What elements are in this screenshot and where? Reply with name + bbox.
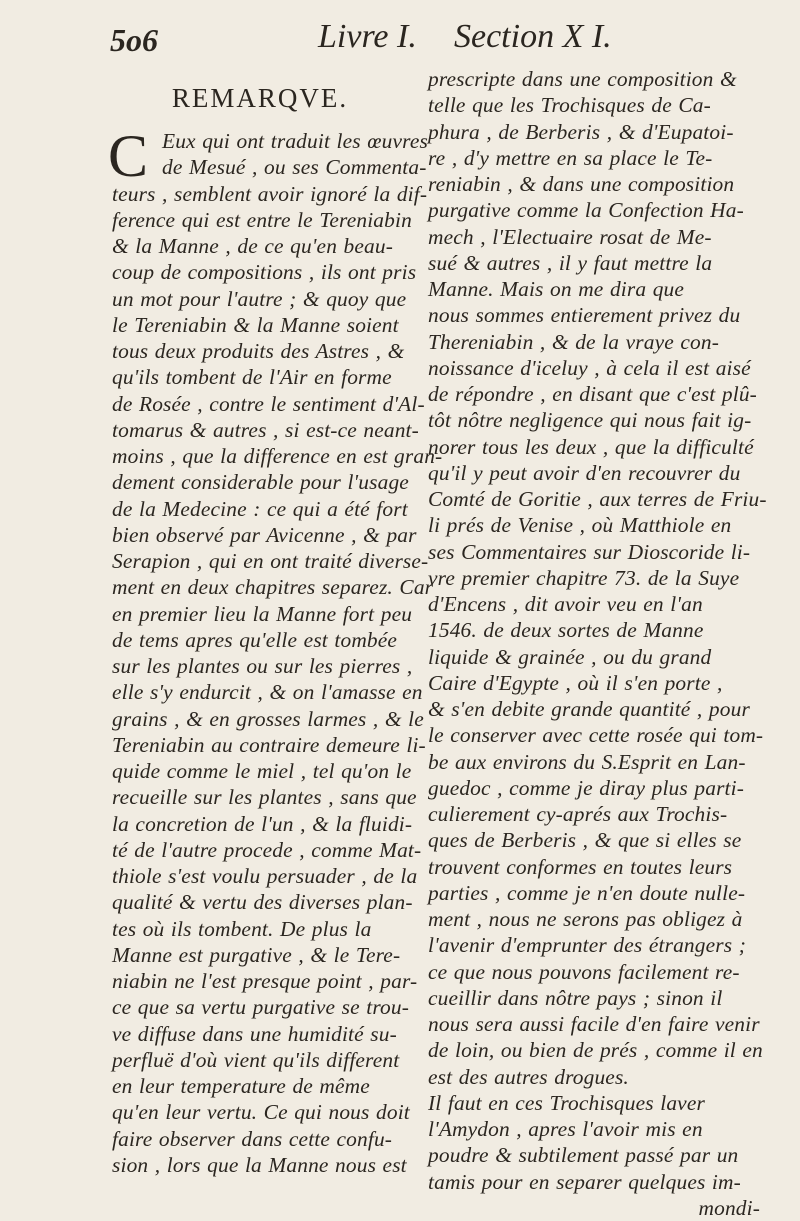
text-line: un mot pour l'autre ; & quoy que: [112, 286, 407, 311]
text-line: de la Medecine : ce qui a été fort: [112, 496, 408, 521]
text-line: Manne est purgative , & le Tere-: [112, 942, 401, 967]
text-line: liquide & grainée , ou du grand: [428, 644, 712, 669]
text-line: l'avenir d'emprunter des étrangers ;: [428, 933, 746, 958]
text-line: niabin ne l'est presque point , par-: [112, 969, 418, 993]
text-line: elle s'y endurcit , & on l'amasse en: [112, 680, 423, 705]
text-line: le Tereniabin & la Manne soient: [112, 312, 399, 337]
text-line: 1546. de deux sortes de Manne: [428, 618, 704, 643]
text-line: la concretion de l'un , & la fluidi-: [112, 811, 413, 836]
text-line: & s'en debite grande quantité , pour: [428, 697, 750, 721]
text-line: ference qui est entre le Tereniabin: [112, 207, 412, 232]
text-line: dement considerable pour l'usage: [112, 470, 409, 495]
text-line: faire observer dans cette confu-: [112, 1126, 393, 1151]
text-line: ce que sa vertu purgative se trou-: [112, 995, 410, 1020]
text-line: ve diffuse dans une humidité su-: [112, 1021, 397, 1046]
text-line: qualité & vertu des diverses plan-: [112, 890, 413, 915]
text-line: purgative comme la Confection Ha-: [428, 198, 744, 223]
text-line: norer tous les deux , que la difficulté: [428, 434, 754, 459]
page-number: 5o6: [110, 22, 158, 58]
left-column-text: [112, 128, 443, 1178]
text-line: thiole s'est voulu persuader , de la: [112, 864, 418, 888]
text-line: cueillir dans nôtre pays ; sinon il: [428, 985, 723, 1010]
text-line: ques de Berberis , & que si elles se: [428, 828, 742, 853]
text-line: tamis pour en separer quelques im-: [428, 1169, 741, 1194]
text-line: guedoc , comme je diray plus parti-: [428, 775, 745, 800]
text-line: coup de compositions , ils ont pris: [112, 260, 417, 285]
running-head-book: Livre I.: [318, 18, 417, 55]
text-line: bien observé par Avicenne , & par: [112, 522, 417, 547]
text-line: Caire d'Egypte , où il s'en porte ,: [428, 670, 723, 695]
text-line: Eux qui ont traduit les œuvres: [162, 129, 428, 153]
text-line: phura , de Berberis , & d'Eupatoi-: [428, 119, 734, 144]
text-line: d'Encens , dit avoir veu en l'an: [428, 592, 703, 616]
text-line: telle que les Trochisques de Ca-: [428, 93, 711, 118]
text-line: perfluë d'où vient qu'ils different: [112, 1047, 400, 1072]
text-line: tomarus & autres , si est-ce neant-: [112, 417, 419, 442]
text-line: en leur temperature de même: [112, 1074, 370, 1098]
text-line: de Mesué , ou ses Commenta-: [162, 155, 427, 180]
text-line: sur les plantes ou sur les pierres ,: [112, 654, 413, 678]
text-line: re , d'y mettre en sa place le Te-: [428, 145, 713, 170]
text-line: Manne. Mais on me dira que: [428, 277, 685, 301]
text-line: li prés de Venise , où Matthiole en: [428, 513, 732, 538]
text-line: trouvent conformes en toutes leurs: [428, 854, 733, 879]
remark-heading: REMARQVE.: [171, 83, 349, 113]
text-line: qu'ils tombent de l'Air en forme: [112, 365, 392, 390]
text-line: be aux environs du S.Esprit en Lan-: [428, 749, 746, 774]
text-line: nous sommes entierement privez du: [428, 303, 741, 328]
text-line: poudre & subtilement passé par un: [428, 1143, 739, 1168]
text-line: en premier lieu la Manne fort peu: [112, 601, 413, 626]
text-line: de tems apres qu'elle est tombée: [112, 627, 398, 652]
text-line: prescripte dans une composition &: [428, 67, 737, 91]
text-line: Comté de Goritie , aux terres de Friu-: [428, 487, 767, 511]
text-line: Serapion , qui en ont traité diverse-: [112, 549, 429, 573]
text-line: est des autres drogues.: [428, 1064, 629, 1089]
text-line: le conserver avec cette rosée qui tom-: [428, 723, 764, 748]
text-line: l'Amydon , apres l'avoir mis en: [428, 1117, 703, 1141]
text-line: tes où ils tombent. De plus la: [112, 916, 372, 941]
text-line: parties , comme je n'en doute nulle-: [428, 880, 746, 905]
right-column: [428, 66, 767, 1221]
text-line: Thereniabin , & de la vraye con-: [428, 329, 719, 354]
text-line: nous sera aussi facile d'en faire venir: [428, 1012, 760, 1036]
text-line: & la Manne , de ce qu'en beau-: [112, 234, 393, 258]
text-line: ment en deux chapitres separez. Car: [112, 575, 434, 600]
text-line: reniabin , & dans une composition: [428, 172, 735, 196]
running-head: [110, 18, 770, 64]
text-line: ses Commentaires sur Dioscoride li-: [428, 539, 751, 564]
text-line: vre premier chapitre 73. de la Suye: [428, 565, 740, 590]
right-column-text: [428, 66, 767, 1221]
text-line: Il faut en ces Trochisques laver: [428, 1090, 705, 1115]
text-line: grains , & en grosses larmes , & le: [112, 706, 424, 731]
text-line: ce que nous pouvons facilement re-: [428, 959, 740, 984]
text-line: recueille sur les plantes , sans que: [112, 785, 417, 810]
text-line: de Rosée , contre le sentiment d'Al-: [112, 391, 425, 416]
text-line: de répondre , en disant que c'est plû-: [428, 382, 757, 406]
text-line: qu'il y peut avoir d'en recouvrer du: [428, 460, 741, 485]
running-head-section: Section X I.: [454, 18, 612, 55]
text-line: sué & autres , il y faut mettre la: [428, 250, 713, 275]
text-line: tôt nôtre negligence qui nous fait ig-: [428, 408, 752, 433]
left-column: [108, 66, 443, 1178]
text-line: té de l'autre procede , comme Mat-: [112, 837, 422, 862]
text-line: teurs , semblent avoir ignoré la dif-: [112, 181, 428, 206]
text-line: mondi-: [698, 1195, 760, 1220]
text-line: Tereniabin au contraire demeure li-: [112, 732, 426, 757]
text-line: moins , que la difference en est gran-: [112, 444, 443, 468]
text-line: ment , nous ne serons pas obligez à: [428, 907, 743, 931]
text-line: culierement cy-aprés aux Trochis-: [428, 802, 728, 826]
text-line: sion , lors que la Manne nous est: [112, 1152, 407, 1177]
text-line: quide comme le miel , tel qu'on le: [112, 759, 412, 783]
drop-cap: C: [108, 123, 149, 189]
text-line: mech , l'Electuaire rosat de Me-: [428, 224, 712, 249]
text-line: qu'en leur vertu. Ce qui nous doit: [112, 1100, 410, 1125]
text-line: noissance d'iceluy , à cela il est aisé: [428, 355, 751, 380]
text-line: de loin, ou bien de prés , comme il en: [428, 1038, 763, 1063]
text-line: tous deux produits des Astres , &: [112, 339, 405, 363]
